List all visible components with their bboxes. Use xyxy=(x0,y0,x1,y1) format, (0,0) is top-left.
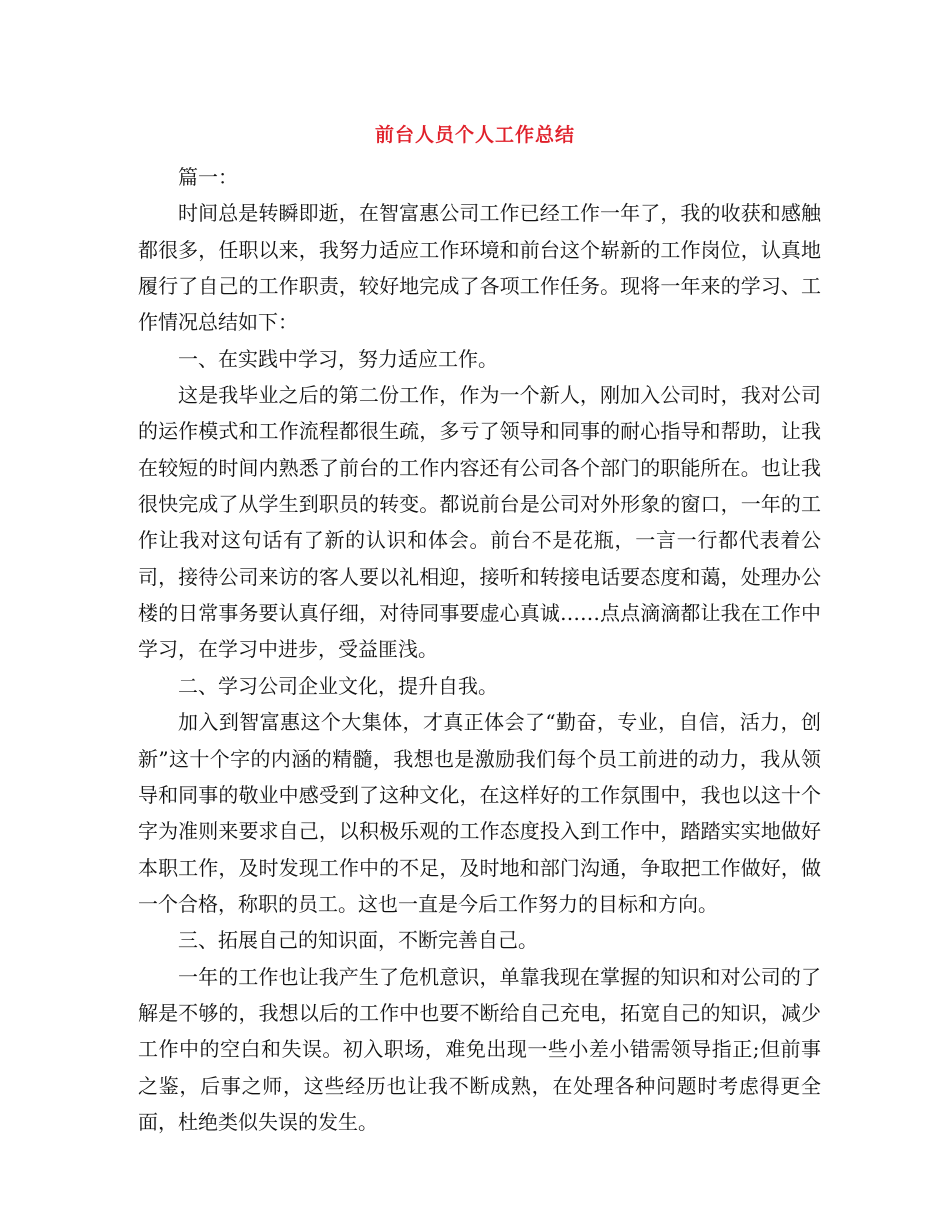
section-three-paragraph: 一年的工作也让我产生了危机意识，单靠我现在掌握的知识和对公司的了解是不够的，我想以后的工作中也要不断给自己充电，拓宽自己的知识，减少工作中的空白和失误。初入职场，难免出现一些小差小错需领导指正;但前事之鉴，后事之师，这些经历也让我不断成熟，在处理各种问题时考虑得更全面，杜绝类似失误的发生。 xyxy=(138,964,821,1134)
document-body xyxy=(138,159,821,1140)
heading-section-one: 一、在实践中学习，努力适应工作。 xyxy=(178,346,498,371)
section-one-paragraph: 这是我毕业之后的第二份工作，作为一个新人，刚加入公司时，我对公司的运作模式和工作流程都很生疏，多亏了领导和同事的耐心指导和帮助，让我在较短的时间内熟悉了前台的工作内容还有公司各个部门的职能所在。也让我很快完成了从学生到职员的转变。都说前台是公司对外形象的窗口，一年的工作让我对这句话有了新的认识和体会。前台不是花瓶，一言一行都代表着公司，接待公司来访的客人要以礼相迎，接听和转接电话要态度和蔼，处理办公楼的日常事务要认真仔细，对待同事要虚心真诚……点点滴滴都让我在工作中学习，在学习中进步，受益匪浅。 xyxy=(138,383,821,662)
section-two-paragraph: 加入到智富惠这个大集体，才真正体会了“勤奋，专业，自信，活力，创新”这十个字的内涵的精髓，我想也是激励我们每个员工前进的动力，我从领导和同事的敬业中感受到了这种文化，在这样好的工作氛围中，我也以这十个字为准则来要求自己，以积极乐观的工作态度投入到工作中，踏踏实实地做好本职工作，及时发现工作中的不足，及时地和部门沟通，争取把工作做好，做一个合格，称职的员工。这也一直是今后工作努力的目标和方向。 xyxy=(138,710,821,916)
intro-paragraph: 时间总是转瞬即逝，在智富惠公司工作已经工作一年了，我的收获和感触都很多，任职以来，我努力适应工作环境和前台这个崭新的工作岗位，认真地履行了自己的工作职责，较好地完成了各项工作任务。现将一年来的学习、工作情况总结如下： xyxy=(138,201,821,335)
document-title: 前台人员个人工作总结 xyxy=(374,124,575,146)
section-label-part-one: 篇一： xyxy=(178,165,238,189)
heading-section-three: 三、拓展自己的知识面，不断完善自己。 xyxy=(178,928,538,953)
heading-section-two: 二、学习公司企业文化，提升自我。 xyxy=(178,673,498,698)
